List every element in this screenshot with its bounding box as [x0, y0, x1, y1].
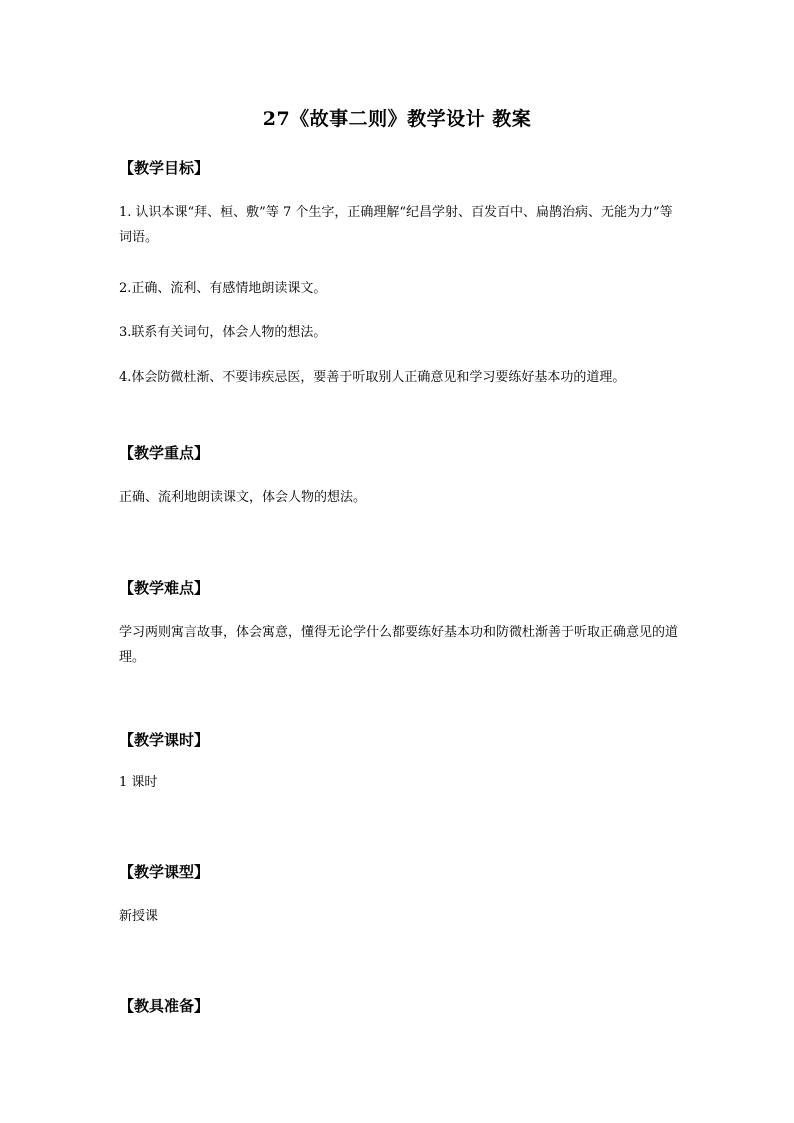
section-heading-class-type: 【教学课型】: [119, 863, 210, 881]
class-type-text: 新授课: [119, 909, 159, 924]
objective-item-2: 2.正确、流利、有感情地朗读课文。: [119, 281, 327, 296]
objective-item-4: 4.体会防微杜渐、不要讳疾忌医，要善于听取别人正确意见和学习要练好基本功的道理。: [119, 370, 626, 385]
section-heading-class-hours: 【教学课时】: [119, 731, 210, 749]
key-points-text: 正确、流利地朗读课文，体会人物的想法。: [119, 490, 367, 505]
objective-item-1: 1. 认识本课“拜、桓、敷”等 7 个生字，正确理解“纪昌学射、百发百中、扁鹊治病、无能为力”等词语。: [119, 205, 673, 245]
section-heading-difficulties: 【教学难点】: [119, 579, 210, 597]
section-heading-objectives: 【教学目标】: [119, 159, 210, 177]
section-heading-teaching-aids: 【教具准备】: [119, 997, 210, 1015]
document-title: 27《故事二则》教学设计 教案: [262, 108, 532, 130]
objective-item-3: 3.联系有关词句，体会人物的想法。: [119, 325, 327, 340]
difficulties-text: 学习两则寓言故事，体会寓意，懂得无论学什么都要练好基本功和防微杜渐善于听取正确意见的道理。: [119, 625, 679, 665]
class-hours-text: 1 课时: [119, 775, 158, 790]
section-heading-key-points: 【教学重点】: [119, 444, 210, 462]
